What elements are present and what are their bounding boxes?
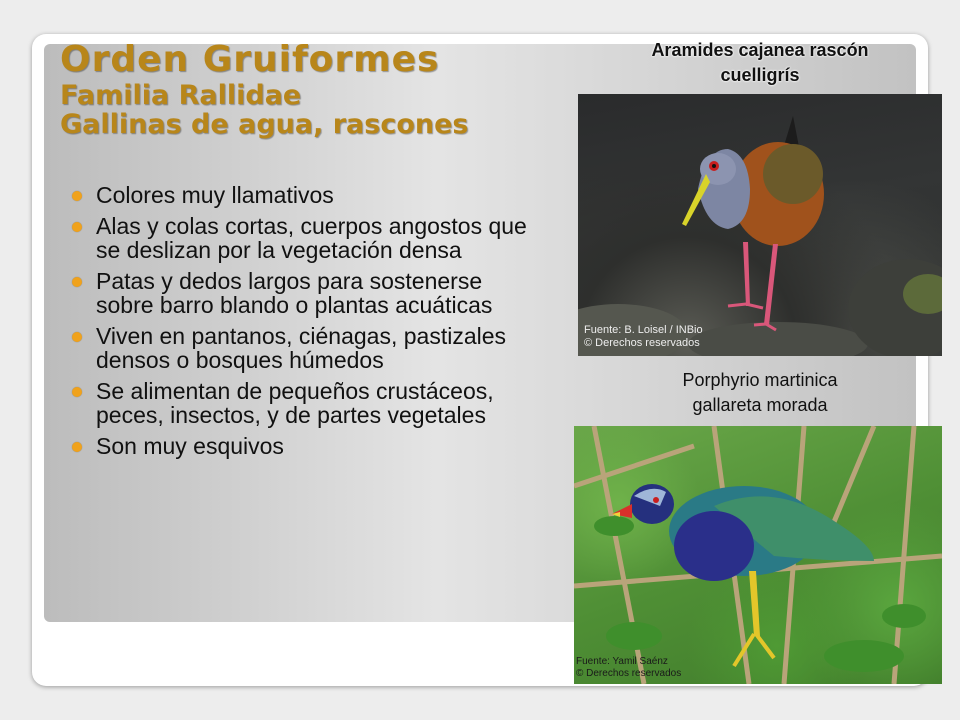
bullet-icon bbox=[72, 191, 82, 201]
bullet-icon bbox=[72, 442, 82, 452]
bullet-text: Son muy esquivos bbox=[96, 433, 284, 459]
credit-line: © Derechos reservados bbox=[584, 337, 700, 349]
bullet-icon bbox=[72, 332, 82, 342]
bullet-item bbox=[70, 324, 540, 372]
photo-credit bbox=[576, 656, 681, 680]
bullet-list bbox=[70, 183, 540, 465]
bird-illustration bbox=[578, 94, 942, 356]
bullet-item bbox=[70, 214, 540, 262]
credit-line: © Derechos reservados bbox=[576, 668, 682, 679]
bird-illustration bbox=[574, 426, 942, 684]
bullet-item bbox=[70, 434, 540, 458]
credit-line: Fuente: Yamil Saénz bbox=[576, 656, 668, 667]
credit-line: Fuente: B. Loisel / INBio bbox=[584, 324, 703, 336]
bullet-text: Viven en pantanos, ciénagas, pastizales densos o bosques húmedos bbox=[96, 323, 507, 373]
slide-title bbox=[60, 39, 580, 140]
bullet-item bbox=[70, 269, 540, 317]
bullet-icon bbox=[72, 277, 82, 287]
bullet-text: Se alimentan de pequeños crustáceos, peces, insectos, y de partes vegetales bbox=[96, 378, 494, 428]
bullet-text: Patas y dedos largos para sostenerse sobre barro blando o plantas acuáticas bbox=[96, 268, 493, 318]
caption-line: Aramides cajanea rascón bbox=[651, 40, 869, 60]
photo-aramides-cajanea bbox=[578, 94, 942, 356]
caption-line: gallareta morada bbox=[692, 395, 828, 415]
title-common-name: Gallinas de agua, rascones bbox=[60, 109, 469, 140]
title-order: Orden Gruiformes bbox=[60, 39, 440, 80]
bullet-text: Alas y colas cortas, cuerpos angostos que se deslizan por la vegetación densa bbox=[96, 213, 527, 263]
photo-caption-aramides bbox=[590, 38, 930, 88]
bullet-item bbox=[70, 183, 540, 207]
photo-credit bbox=[584, 324, 703, 350]
bullet-icon bbox=[72, 222, 82, 232]
photo-caption-porphyrio bbox=[580, 368, 940, 418]
bullet-icon bbox=[72, 387, 82, 397]
title-family: Familia Rallidae bbox=[60, 80, 302, 111]
bullet-item bbox=[70, 379, 540, 427]
bullet-text: Colores muy llamativos bbox=[96, 182, 334, 208]
photo-porphyrio-martinica bbox=[574, 426, 942, 684]
caption-line: Porphyrio martinica bbox=[682, 370, 838, 390]
caption-line: cuelligrís bbox=[720, 65, 800, 85]
